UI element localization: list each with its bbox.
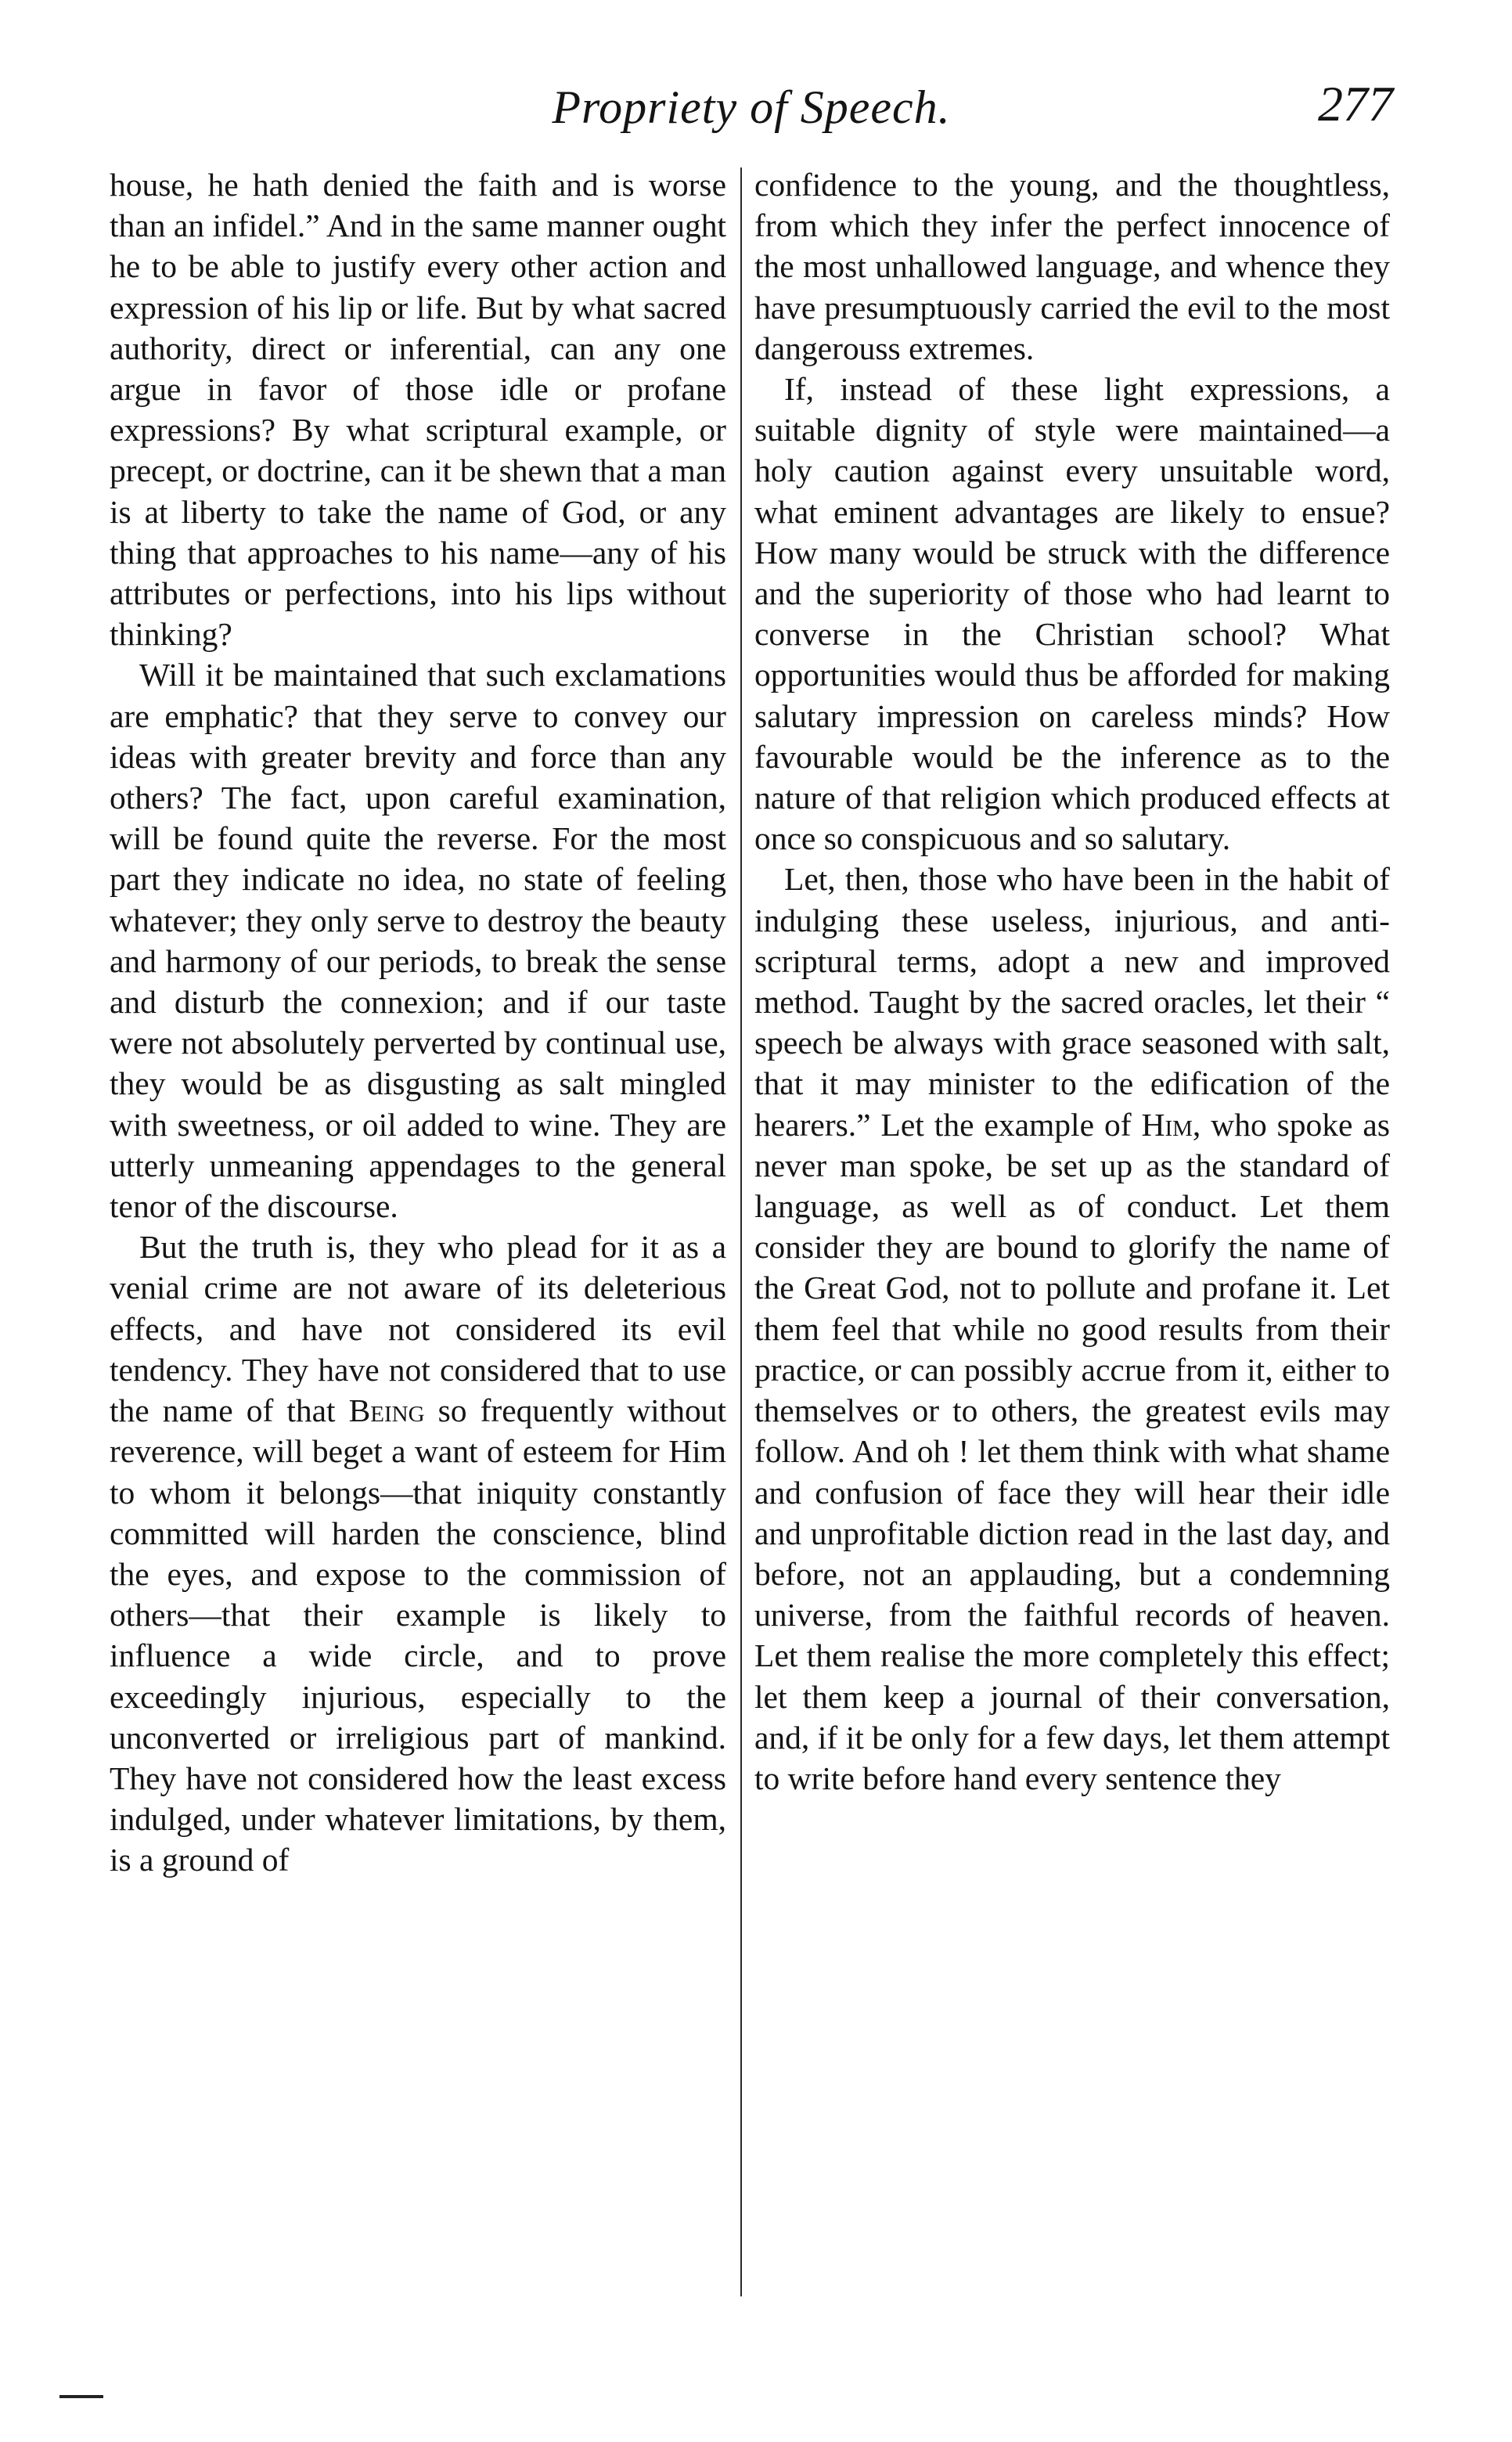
right-column [754,164,1390,1799]
running-head [110,72,1393,142]
left-paragraph-2: Will it be maintained that such exclamations are emphatic? that they serve to convey our ideas with greater brevity and force than any others? The fact, upon careful examination, will be found quite the reverse. For the most part they indicate no idea, no state of feeling whatever; they only serve to destroy the beauty and harmony of our periods, to break the sense and disturb the connexion; and if our taste were not absolutely perverted by continual use, they would be as disgusting as salt mingled with sweetness, or oil added to wine. They are utterly unmeaning appendages to the general tenor of the discourse. [110,657,726,1225]
right-paragraph-3-smallcaps: Him [1141,1106,1193,1143]
left-paragraph-1: house, he hath denied the faith and is worse than an infidel.” And in the same manner ought he to be able to justify every other action and expression of his lip or life. But by what sacred authority, direct or inferential, can any one argue in favor of those idle or profane expressions? By what scriptural example, or precept, or doctrine, can it be shewn that a man is at liberty to take the name of God, or any thing that approaches to his name—any of his attributes or perfections, into his lips without thinking? [110,167,726,653]
right-paragraph-3 [754,859,1390,1799]
left-paragraph-3-part-b: so frequently without reverence, will beget a want of esteem for Him to whom it belongs—that iniquity constantly committed will harden the conscience, blind the eyes, and expose to the commission of others—that their example is likely to influence a wide circle, and to prove exceedingly injurious, especially to the unconverted or irreligious part of mankind. They have not considered how the least excess indulged, under whatever limitations, by them, is a ground of [110,1392,726,1878]
left-paragraph-3-part-a: But the truth is, they who plead for it as a venial crime are not aware of its deleterious effects, and have not considered its evil tendency. They have not considered that to use the name of that [110,1229,726,1429]
left-column [110,164,726,1881]
page-edge-mark [59,2395,103,2398]
left-paragraph-3 [110,1226,726,1880]
right-paragraph-1: confidence to the young, and the thoughtless, from which they infer the perfect innocence of the most unhallowed language, and whence they have presumptuously carried the evil to the most dangerouss extremes. [754,167,1390,366]
right-paragraph-3-part-b: , who spoke as never man spoke, be set up as the standard of language, as well as of conduct. Let them consider they are bound to glorify the name of the Great God, not to pollute and profane it. Let them feel that while no good results from their practice, or can possibly accrue from it, either to themselves or to others, the greatest evils may follow. And oh ! let them think with what shame and confusion of face they will hear their idle and unprofitable diction read in the last day, and before, not an applauding, but a condemning universe, from the faithful records of heaven. Let them realise the more completely this effect; let them keep a journal of their conversation, and, if it be only for a few days, let them attempt to write before hand every sentence they [754,1106,1390,1796]
right-paragraph-2: If, instead of these light expressions, a suitable dignity of style were maintained—a holy caution against every unsuitable word, what eminent advantages are likely to ensue? How many would be struck with the difference and the superiority of those who had learnt to converse in the Christian school? What opportunities would thus be afforded for making salutary impression on careless minds? How favourable would be the inference as to the nature of that religion which produced effects at once so conspicuous and so salutary. [754,371,1390,857]
page-number: 277 [1318,76,1393,131]
column-divider [740,167,742,2296]
running-title: Propriety of Speech. [552,81,951,133]
left-paragraph-3-smallcaps: Being [348,1392,425,1429]
right-paragraph-3-part-a: Let, then, those who have been in the habit of indulging these useless, injurious, and anti-scriptural terms, adopt a new and improved method. Taught by the sacred oracles, let their “ speech be always with grace seasoned with salt, that it may minister to the edification of the hearers.” Let the example of [754,861,1390,1143]
